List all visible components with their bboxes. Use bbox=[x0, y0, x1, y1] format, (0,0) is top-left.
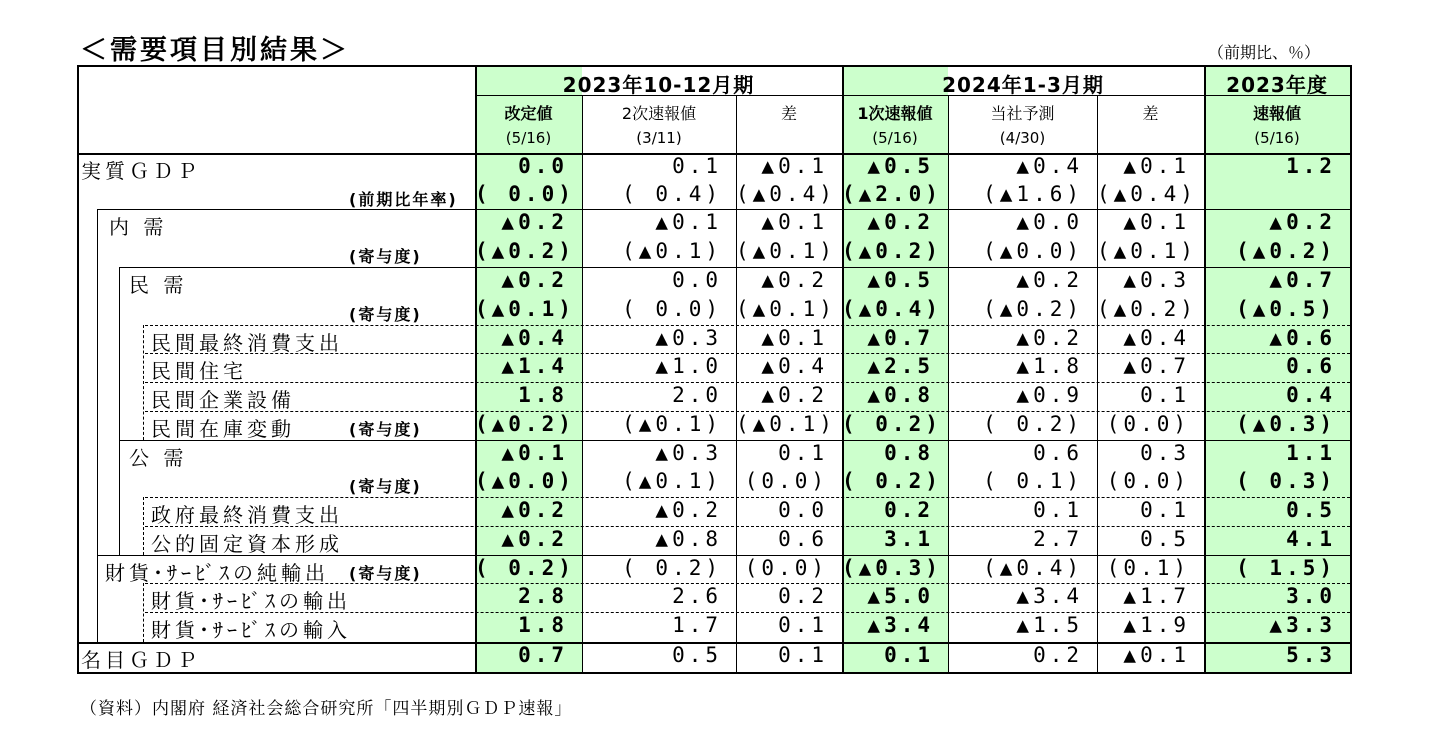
table-cell: (▲0.2) bbox=[1236, 239, 1336, 263]
table-cell: 0.1 bbox=[778, 613, 828, 637]
table-cell: ▲1.7 bbox=[1123, 584, 1190, 608]
table-cell: 0.5 bbox=[1286, 498, 1336, 522]
table-cell: ( 1.5) bbox=[1236, 556, 1336, 580]
column-header: 1次速報値 bbox=[857, 104, 933, 123]
table-cell: (▲0.4) bbox=[983, 556, 1083, 580]
unit-note: （前期比、％） bbox=[1208, 43, 1321, 62]
table-cell: (▲0.1) bbox=[1097, 239, 1197, 263]
column-date: (5/16) bbox=[1254, 129, 1300, 147]
table-cell: ▲3.3 bbox=[1269, 613, 1336, 637]
table-cell: 1.8 bbox=[518, 613, 568, 637]
column-header: 差 bbox=[1142, 104, 1159, 123]
row-label: 財貨･ｻｰﾋﾞｽの輸入 bbox=[151, 618, 351, 642]
table-cell: ▲0.7 bbox=[1123, 354, 1190, 378]
table-cell: 0.4 bbox=[1286, 383, 1336, 407]
column-date: (5/16) bbox=[872, 129, 918, 147]
table-cell: (0.0) bbox=[1106, 469, 1190, 493]
table-cell: ▲0.1 bbox=[501, 441, 568, 465]
table-cell: ▲0.1 bbox=[655, 210, 722, 234]
table-cell: ▲1.9 bbox=[1123, 613, 1190, 637]
table-border bbox=[77, 65, 1352, 67]
table-cell: ▲0.2 bbox=[761, 268, 828, 292]
table-cell: ▲0.2 bbox=[501, 210, 568, 234]
column-header: 当社予測 bbox=[990, 104, 1055, 123]
row-label: 民 需 bbox=[129, 273, 188, 297]
row-label: 実質ＧＤＰ bbox=[81, 159, 201, 183]
table-cell: ▲1.4 bbox=[501, 354, 568, 378]
table-cell: 3.0 bbox=[1286, 584, 1336, 608]
row-label: 財貨･ｻｰﾋﾞｽの純輸出 bbox=[105, 561, 329, 585]
page-title: ＜需要項目別結果＞ bbox=[80, 35, 350, 66]
table-cell: 0.2 bbox=[1033, 643, 1083, 667]
table-cell: ▲0.8 bbox=[867, 383, 934, 407]
table-cell: 0.2 bbox=[778, 584, 828, 608]
table-cell: (▲0.0) bbox=[475, 469, 575, 493]
table-cell: (▲0.2) bbox=[475, 239, 575, 263]
table-border bbox=[77, 65, 79, 674]
table-cell: (▲0.2) bbox=[475, 412, 575, 436]
column-header: 速報値 bbox=[1252, 104, 1301, 123]
row-label: 民間企業設備 bbox=[151, 388, 295, 412]
table-cell: (▲0.2) bbox=[983, 297, 1083, 321]
table-cell: ▲0.2 bbox=[1016, 268, 1083, 292]
results-table bbox=[77, 65, 1352, 674]
table-cell: ▲0.2 bbox=[655, 498, 722, 522]
table-cell: ▲0.3 bbox=[655, 326, 722, 350]
table-cell: (▲1.6) bbox=[983, 182, 1083, 206]
row-sublabel: (寄与度) bbox=[349, 247, 422, 266]
table-cell: ( 0.2) bbox=[842, 469, 942, 493]
table-cell: (▲0.3) bbox=[842, 556, 942, 580]
row-divider bbox=[119, 267, 475, 268]
table-cell: ▲0.5 bbox=[867, 154, 934, 178]
tree-line bbox=[143, 583, 144, 642]
table-cell: ▲0.3 bbox=[655, 441, 722, 465]
row-label: 民間最終消費支出 bbox=[151, 331, 343, 355]
table-cell: ▲0.1 bbox=[761, 154, 828, 178]
table-cell: ▲2.5 bbox=[867, 354, 934, 378]
table-cell: 0.1 bbox=[672, 154, 722, 178]
table-cell: 2.0 bbox=[672, 383, 722, 407]
table-cell: ▲0.7 bbox=[867, 326, 934, 350]
group-header: 2024年1-3月期 bbox=[942, 73, 1104, 97]
row-label: 公的固定資本形成 bbox=[151, 532, 343, 556]
table-cell: (▲0.1) bbox=[475, 297, 575, 321]
table-cell: (▲0.1) bbox=[622, 469, 722, 493]
table-cell: 4.1 bbox=[1286, 527, 1336, 551]
table-cell: 0.1 bbox=[1140, 498, 1190, 522]
table-cell: ▲0.2 bbox=[761, 383, 828, 407]
table-cell: (▲0.2) bbox=[842, 239, 942, 263]
table-cell: ( 0.3) bbox=[1236, 469, 1336, 493]
table-cell: ▲5.0 bbox=[867, 584, 934, 608]
table-cell: ▲0.2 bbox=[1269, 210, 1336, 234]
table-cell: (▲2.0) bbox=[842, 182, 942, 206]
table-cell: 0.1 bbox=[778, 643, 828, 667]
table-cell: ( 0.1) bbox=[983, 469, 1083, 493]
table-cell: ( 0.2) bbox=[622, 556, 722, 580]
table-cell: (▲0.0) bbox=[983, 239, 1083, 263]
table-cell: (▲0.1) bbox=[736, 412, 836, 436]
column-header: 差 bbox=[780, 104, 797, 123]
column-divider bbox=[1350, 65, 1351, 674]
table-cell: (▲0.4) bbox=[842, 297, 942, 321]
table-cell: (▲0.3) bbox=[1236, 412, 1336, 436]
table-cell: 2.6 bbox=[672, 584, 722, 608]
table-cell: ▲1.5 bbox=[1016, 613, 1083, 637]
group-header: 2023年度 bbox=[1226, 73, 1328, 97]
column-header: 改定値 bbox=[504, 104, 553, 123]
table-cell: ▲0.4 bbox=[1123, 326, 1190, 350]
table-cell: ▲0.9 bbox=[1016, 383, 1083, 407]
table-cell: ▲1.8 bbox=[1016, 354, 1083, 378]
table-cell: (▲0.4) bbox=[1097, 182, 1197, 206]
table-cell: (▲0.1) bbox=[736, 297, 836, 321]
table-cell: 0.0 bbox=[778, 498, 828, 522]
table-cell: 1.2 bbox=[1286, 154, 1336, 178]
table-cell: 0.8 bbox=[884, 441, 934, 465]
table-cell: (▲0.2) bbox=[1097, 297, 1197, 321]
table-cell: 0.6 bbox=[1286, 354, 1336, 378]
table-cell: 5.3 bbox=[1286, 643, 1336, 667]
row-label: 内 需 bbox=[109, 215, 168, 239]
row-label: 民間在庫変動 bbox=[151, 417, 295, 441]
table-cell: 1.1 bbox=[1286, 441, 1336, 465]
column-date: (3/11) bbox=[636, 129, 682, 147]
column-date: (4/30) bbox=[999, 129, 1046, 147]
table-cell: 2.7 bbox=[1033, 527, 1083, 551]
column-header: 2次速報値 bbox=[621, 104, 697, 123]
table-cell: ▲0.5 bbox=[867, 268, 934, 292]
table-cell: 1.8 bbox=[518, 383, 568, 407]
table-cell: ( 0.0) bbox=[475, 182, 575, 206]
table-cell: 0.6 bbox=[778, 527, 828, 551]
group-header: 2023年10-12月期 bbox=[562, 73, 755, 97]
table-cell: ▲0.1 bbox=[761, 210, 828, 234]
table-cell: ( 0.0) bbox=[622, 297, 722, 321]
row-sublabel: (前期比年率) bbox=[349, 190, 458, 209]
row-sublabel: (寄与度) bbox=[349, 477, 422, 496]
table-cell: 0.5 bbox=[1140, 527, 1190, 551]
table-cell: ▲0.8 bbox=[655, 527, 722, 551]
table-cell: 0.0 bbox=[518, 154, 568, 178]
table-cell: 0.6 bbox=[1033, 441, 1083, 465]
table-cell: ▲0.2 bbox=[1016, 326, 1083, 350]
table-cell: (▲0.1) bbox=[622, 412, 722, 436]
table-cell: 0.1 bbox=[778, 441, 828, 465]
table-cell: 2.8 bbox=[518, 584, 568, 608]
table-cell: ▲0.2 bbox=[501, 527, 568, 551]
table-cell: ▲0.6 bbox=[1269, 326, 1336, 350]
table-cell: ( 0.2) bbox=[842, 412, 942, 436]
table-cell: ( 0.2) bbox=[475, 556, 575, 580]
table-cell: ▲0.2 bbox=[501, 268, 568, 292]
table-cell: 0.7 bbox=[518, 643, 568, 667]
table-cell: ▲0.1 bbox=[1123, 643, 1190, 667]
table-cell: (0.1) bbox=[1106, 556, 1190, 580]
row-label: 公 需 bbox=[129, 446, 188, 470]
row-sublabel: (寄与度) bbox=[349, 305, 422, 324]
table-cell: 1.7 bbox=[672, 613, 722, 637]
tree-line bbox=[119, 267, 120, 555]
tree-line bbox=[143, 497, 144, 555]
table-cell: ( 0.4) bbox=[622, 182, 722, 206]
table-cell: (▲0.5) bbox=[1236, 297, 1336, 321]
table-cell: ▲0.1 bbox=[761, 326, 828, 350]
table-cell: (0.0) bbox=[744, 556, 828, 580]
table-cell: ▲3.4 bbox=[1016, 584, 1083, 608]
table-cell: (0.0) bbox=[744, 469, 828, 493]
table-cell: (▲0.1) bbox=[622, 239, 722, 263]
table-cell: (0.0) bbox=[1106, 412, 1190, 436]
table-cell: ▲0.4 bbox=[761, 354, 828, 378]
row-label: 名目ＧＤＰ bbox=[81, 648, 201, 672]
row-sublabel: (寄与度) bbox=[349, 420, 422, 439]
table-cell: ( 0.2) bbox=[983, 412, 1083, 436]
table-cell: (▲0.4) bbox=[736, 182, 836, 206]
table-cell: ▲0.2 bbox=[501, 498, 568, 522]
table-cell: 0.3 bbox=[1140, 441, 1190, 465]
table-cell: 3.1 bbox=[884, 527, 934, 551]
table-cell: 0.1 bbox=[1140, 383, 1190, 407]
row-label: 財貨･ｻｰﾋﾞｽの輸出 bbox=[151, 589, 351, 613]
table-cell: 0.5 bbox=[672, 643, 722, 667]
table-cell: ▲0.7 bbox=[1269, 268, 1336, 292]
source-note: （資料）内閣府 経済社会総合研究所「四半期別ＧＤＰ速報」 bbox=[80, 699, 573, 719]
row-label: 政府最終消費支出 bbox=[151, 503, 343, 527]
table-cell: 0.0 bbox=[672, 268, 722, 292]
tree-line bbox=[97, 209, 98, 642]
tree-line bbox=[143, 325, 144, 440]
table-cell: 0.1 bbox=[1033, 498, 1083, 522]
table-cell: ▲1.0 bbox=[655, 354, 722, 378]
table-cell: ▲0.4 bbox=[1016, 154, 1083, 178]
table-cell: ▲0.1 bbox=[1123, 210, 1190, 234]
table-cell: ▲0.3 bbox=[1123, 268, 1190, 292]
table-cell: ▲0.4 bbox=[501, 326, 568, 350]
table-cell: (▲0.1) bbox=[736, 239, 836, 263]
table-cell: ▲0.2 bbox=[867, 210, 934, 234]
column-date: (5/16) bbox=[505, 129, 552, 147]
table-cell: ▲0.1 bbox=[1123, 154, 1190, 178]
row-label: 民間住宅 bbox=[151, 359, 247, 383]
row-sublabel: (寄与度) bbox=[349, 564, 422, 583]
table-cell: 0.2 bbox=[884, 498, 934, 522]
table-border bbox=[77, 672, 1352, 674]
table-cell: 0.1 bbox=[884, 643, 934, 667]
table-cell: ▲0.0 bbox=[1016, 210, 1083, 234]
table-cell: ▲3.4 bbox=[867, 613, 934, 637]
